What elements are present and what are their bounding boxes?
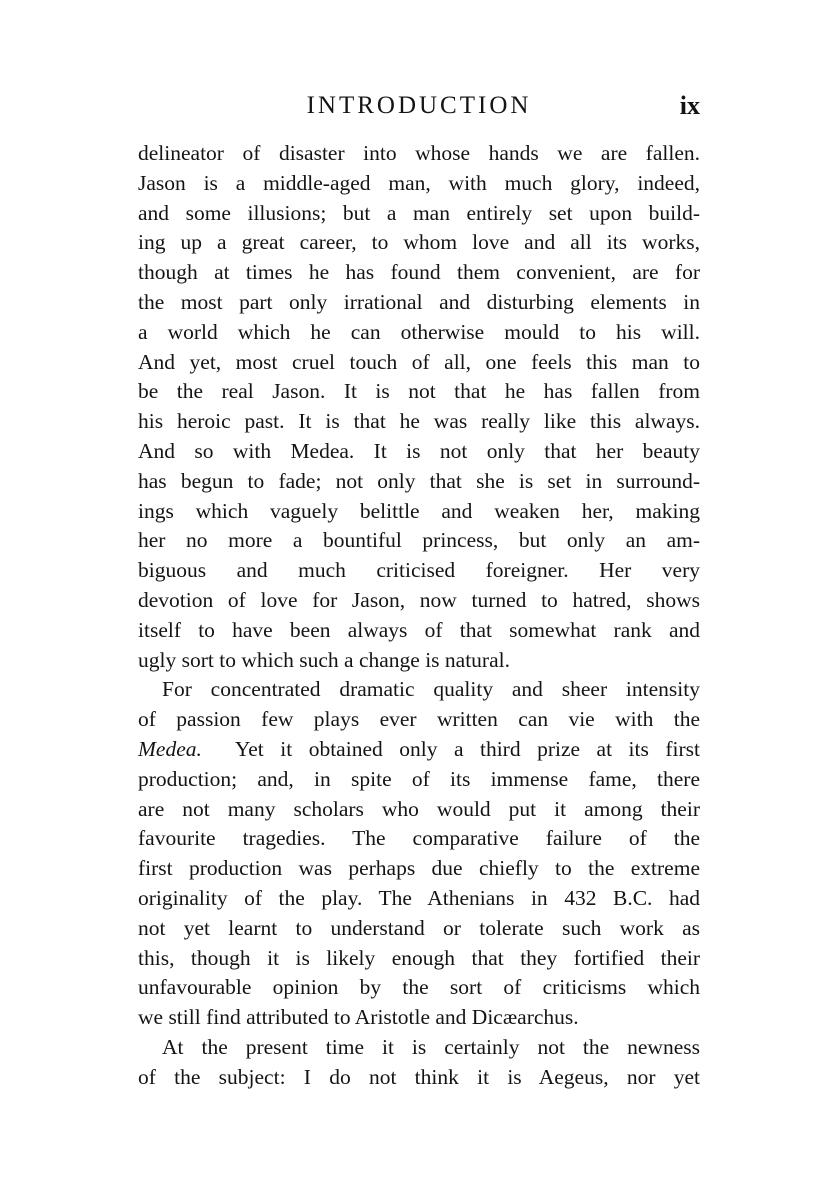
text-line: a world which he can otherwise mould to his will. (138, 319, 700, 344)
page-number: ix (679, 91, 700, 120)
text-line: though at times he has found them convenient, are for (138, 260, 700, 285)
text-line: and some illusions; but a man entirely set upon build- (138, 200, 700, 225)
text-line: At the present time it is certainly not the newness (162, 1034, 700, 1059)
text-line: itself to have been always of that somewhat rank and (138, 617, 700, 642)
text-line: And yet, most cruel touch of all, one feels this man to (138, 349, 700, 374)
text-line: her no more a bountiful princess, but only an am- (138, 528, 700, 553)
text-line: we still find attributed to Aristotle and Dicæarchus. (138, 1005, 579, 1030)
text-line: And so with Medea. It is not only that her beauty (138, 438, 700, 463)
running-title: INTRODUCTION (306, 92, 532, 119)
text-line: has begun to fade; not only that she is set in surround- (138, 468, 700, 493)
text-line: of passion few plays ever written can vie with the (138, 707, 700, 732)
text-line: biguous and much criticised foreigner. Her very (138, 558, 700, 583)
text-line: ing up a great career, to whom love and all its works, (138, 230, 700, 255)
text-line: devotion of love for Jason, now turned to hatred, shows (138, 587, 700, 612)
text-line (138, 884, 700, 914)
text-line: be the real Jason. It is not that he has fallen from (138, 379, 700, 404)
text-line: production; and, in spite of its immense fame, there (138, 766, 700, 791)
text-line: his heroic past. It is that he was really like this always. (138, 409, 700, 434)
text-fragment: had (668, 885, 700, 910)
text-line: are not many scholars who would put it among their (138, 796, 700, 821)
text-line: delineator of disaster into whose hands we are fallen. (138, 141, 700, 165)
page-header (138, 86, 700, 126)
italic-title: Medea. (138, 736, 202, 761)
era-abbrev: B.C. (612, 885, 653, 910)
text-line: not yet learnt to understand or tolerate such work as (138, 915, 700, 940)
body-text (138, 139, 700, 1093)
text-line (138, 735, 700, 765)
text-line: of the subject: I do not think it is Aegeus, nor yet (138, 1064, 700, 1089)
text-line: ugly sort to which such a change is natural. (138, 647, 510, 672)
text-line: favourite tragedies. The comparative failure of the (138, 826, 700, 851)
text-fragment: Yet it obtained only a third prize at its first (234, 736, 700, 761)
text-line: unfavourable opinion by the sort of criticisms which (138, 975, 700, 1000)
text-line: For concentrated dramatic quality and sheer intensity (162, 677, 700, 702)
text-line: ings which vaguely belittle and weaken her, making (138, 498, 700, 523)
text-fragment: originality of the play. The Athenians in 432 (138, 885, 597, 910)
text-line: this, though it is likely enough that they fortified their (138, 945, 700, 970)
text-line: Jason is a middle-aged man, with much glory, indeed, (138, 170, 700, 195)
text-line: the most part only irrational and disturbing elements in (138, 289, 700, 314)
text-line: first production was perhaps due chiefly to the extreme (138, 856, 700, 881)
